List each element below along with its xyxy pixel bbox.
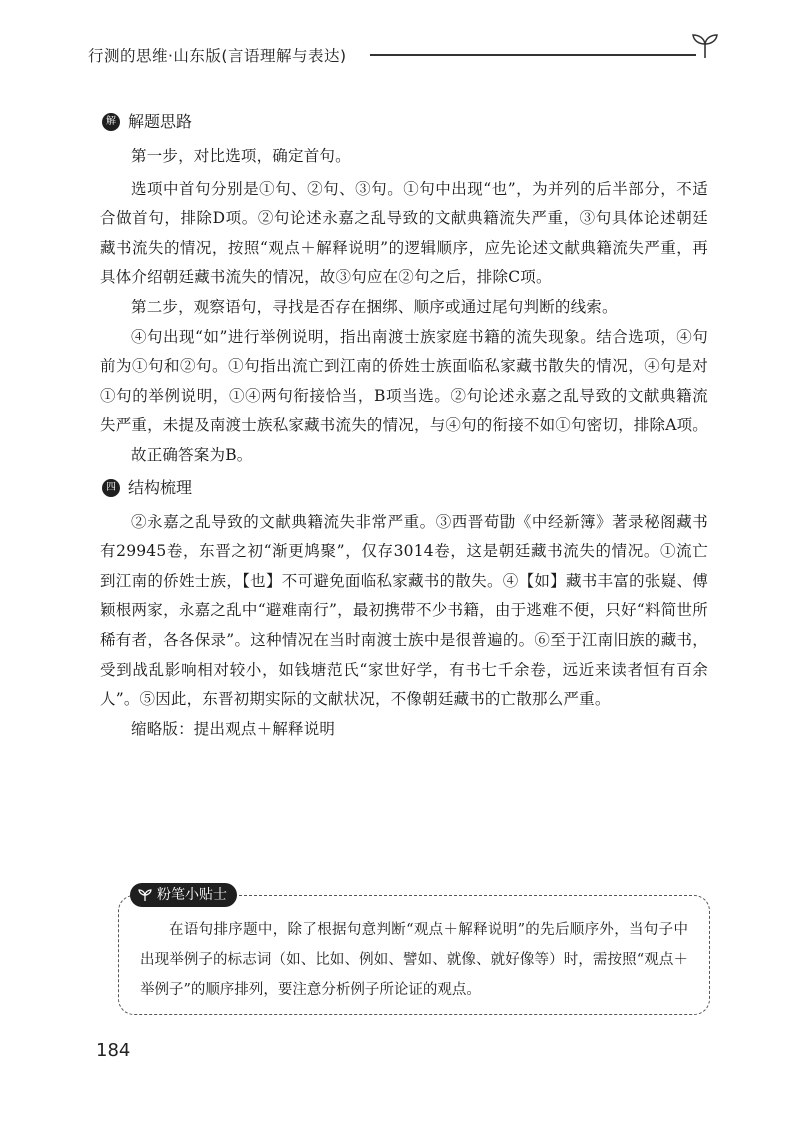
page-number: 184 [96, 1040, 131, 1061]
book-title: 行测的思维·山东版(言语理解与表达) [88, 47, 347, 65]
leaf-icon [138, 888, 152, 902]
paragraph: 第二步，观察语句，寻找是否存在捆绑、顺序或通过尾句判断的线索。 [131, 297, 618, 316]
section-structure-title: 结构梳理 [128, 477, 193, 497]
paragraph: ④句出现“如”进行举例说明，指出南渡士族家庭书籍的流失现象。结合选项，④句前为①句和②句。①句指出流亡到江南的侨姓士族面临私家藏书散失的情况，④句是对①句的举例说明，①④两句衔接恰当，B项当选。②句论述永嘉之乱导致的文献典籍流失严重，未提及南渡士族私家藏书流失的情况，与④句的衔接不如①句密切，排除A项。 [100, 327, 708, 435]
section-approach-icon: 解 [102, 113, 120, 131]
section-structure-heading [100, 473, 708, 503]
section-approach-title: 解题思路 [128, 112, 193, 131]
section-approach-heading [100, 107, 708, 137]
page-header [88, 38, 720, 68]
tip-label-badge [130, 883, 237, 907]
paragraph: 故正确答案为B。 [131, 445, 253, 464]
tip-label: 粉笔小贴士 [157, 887, 227, 903]
sprout-icon [690, 32, 720, 60]
paragraph: ②永嘉之乱导致的文献典籍流失非常严重。③西晋荀勖《中经新簿》著录秘阁藏书有29945卷，东晋之初“渐更鸠聚”，仅存3014卷，这是朝廷藏书流失的情况。①流亡到江南的侨姓士族，【也】不可避免面临私家藏书的散失。④【如】藏书丰富的张嶷、傅颖根两家，永嘉之乱中“避难南行”，最初携带不少书籍，由于逃难不便，只好“料简世所稀有者，各各保录”。这种情况在当时南渡士族中是很普遍的。⑥至于江南旧族的藏书，受到战乱影响相对较小，如钱塘范氏“家世好学，有书七千余卷，远近来读者恒有百余人”。⑤因此，东晋初期实际的文献状况，不像朝廷藏书的亡散那么严重。 [100, 512, 708, 709]
main-content [100, 107, 708, 744]
section-structure-icon: 四 [102, 479, 120, 497]
header-rule [370, 54, 696, 56]
paragraph: 选项中首句分别是①句、②句、③句。①句中出现“也”，为并列的后半部分，不适合做首句，排除D项。②句论述永嘉之乱导致的文献典籍流失严重，③句具体论述朝廷藏书流失的情况，按照“观点＋解释说明”的逻辑顺序，应先论述文献典籍流失严重，再具体介绍朝廷藏书流失的情况，故③句应在②句之后，排除C项。 [100, 179, 708, 287]
paragraph: 第一步，对比选项，确定首句。 [131, 147, 351, 165]
tip-text: 在语句排序题中，除了根据句意判断“观点＋解释说明”的先后顺序外，当句子中出现举例子的标志词（如、比如、例如、譬如、就像、就好像等）时，需按照“观点＋举例子”的顺序排列，要注意分析例子所论证的观点。 [140, 922, 688, 998]
paragraph: 缩略版：提出观点＋解释说明 [131, 719, 336, 738]
